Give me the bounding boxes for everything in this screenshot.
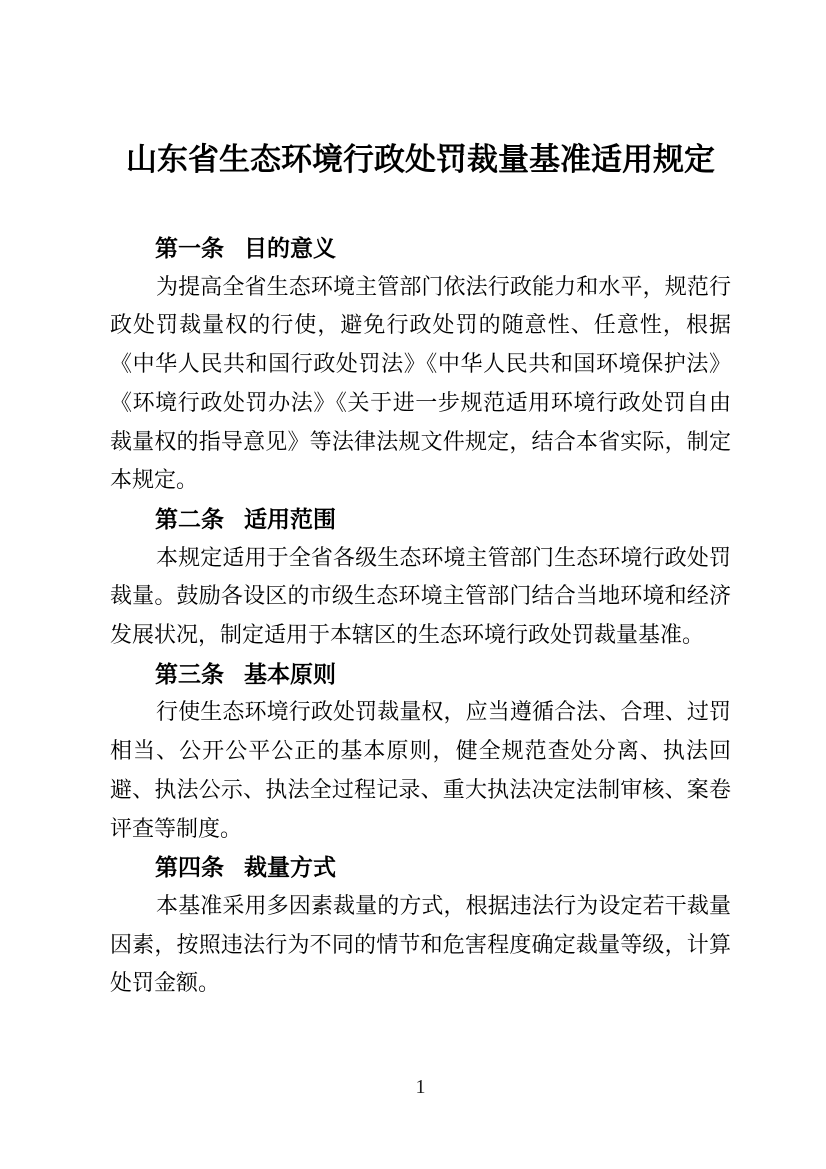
document-content — [110, 0, 731, 1003]
article-3-heading — [110, 655, 731, 694]
article-2-paragraph: 本规定适用于全省各级生态环境主管部门生态环境行政处罚裁量。鼓励各设区的市级生态环境主管部门结合当地环境和经济发展状况，制定适用于本辖区的生态环境行政处罚裁量基准。 — [110, 544, 731, 648]
article-4-paragraph: 本基准采用多因素裁量的方式，根据违法行为设定若干裁量因素，按照违法行为不同的情节和危害程度确定裁量等级，计算处罚金额。 — [110, 892, 731, 996]
article-1 — [110, 229, 731, 500]
document-body — [110, 229, 731, 1003]
article-3-paragraph: 行使生态环境行政处罚裁量权，应当遵循合法、合理、过罚相当、公开公平公正的基本原则，健全规范查处分离、执法回避、执法公示、执法全过程记录、重大执法决定法制审核、案卷评查等制度。 — [110, 699, 731, 841]
article-3 — [110, 655, 731, 849]
page-footer — [110, 1074, 731, 1100]
article-2-heading — [110, 500, 731, 539]
article-2-number: 第二条 — [155, 505, 224, 532]
article-2 — [110, 500, 731, 655]
article-1-title: 目的意义 — [244, 235, 336, 261]
article-1-number: 第一条 — [155, 235, 224, 261]
article-2-title: 适用范围 — [244, 505, 336, 532]
article-3-number: 第三条 — [155, 660, 224, 687]
article-4-title: 裁量方式 — [244, 854, 336, 881]
page-number: 1 — [415, 1076, 426, 1098]
article-4 — [110, 848, 731, 1003]
article-3-title: 基本原则 — [244, 660, 336, 687]
article-4-heading — [110, 848, 731, 887]
article-1-heading — [110, 229, 731, 268]
document-title: 山东省生态环境行政处罚裁量基准适用规定 — [126, 142, 715, 177]
article-4-number: 第四条 — [155, 854, 224, 881]
article-1-paragraph: 为提高全省生态环境主管部门依法行政能力和水平，规范行政处罚裁量权的行使，避免行政处罚的随意性、任意性，根据《中华人民共和国行政处罚法》《中华人民共和国环境保护法》《环境行政处罚办法》《关于进一步规范适用环境行政处罚自由裁量权的指导意见》等法律法规文件规定，结合本省实际，制定本规定。 — [110, 273, 731, 493]
